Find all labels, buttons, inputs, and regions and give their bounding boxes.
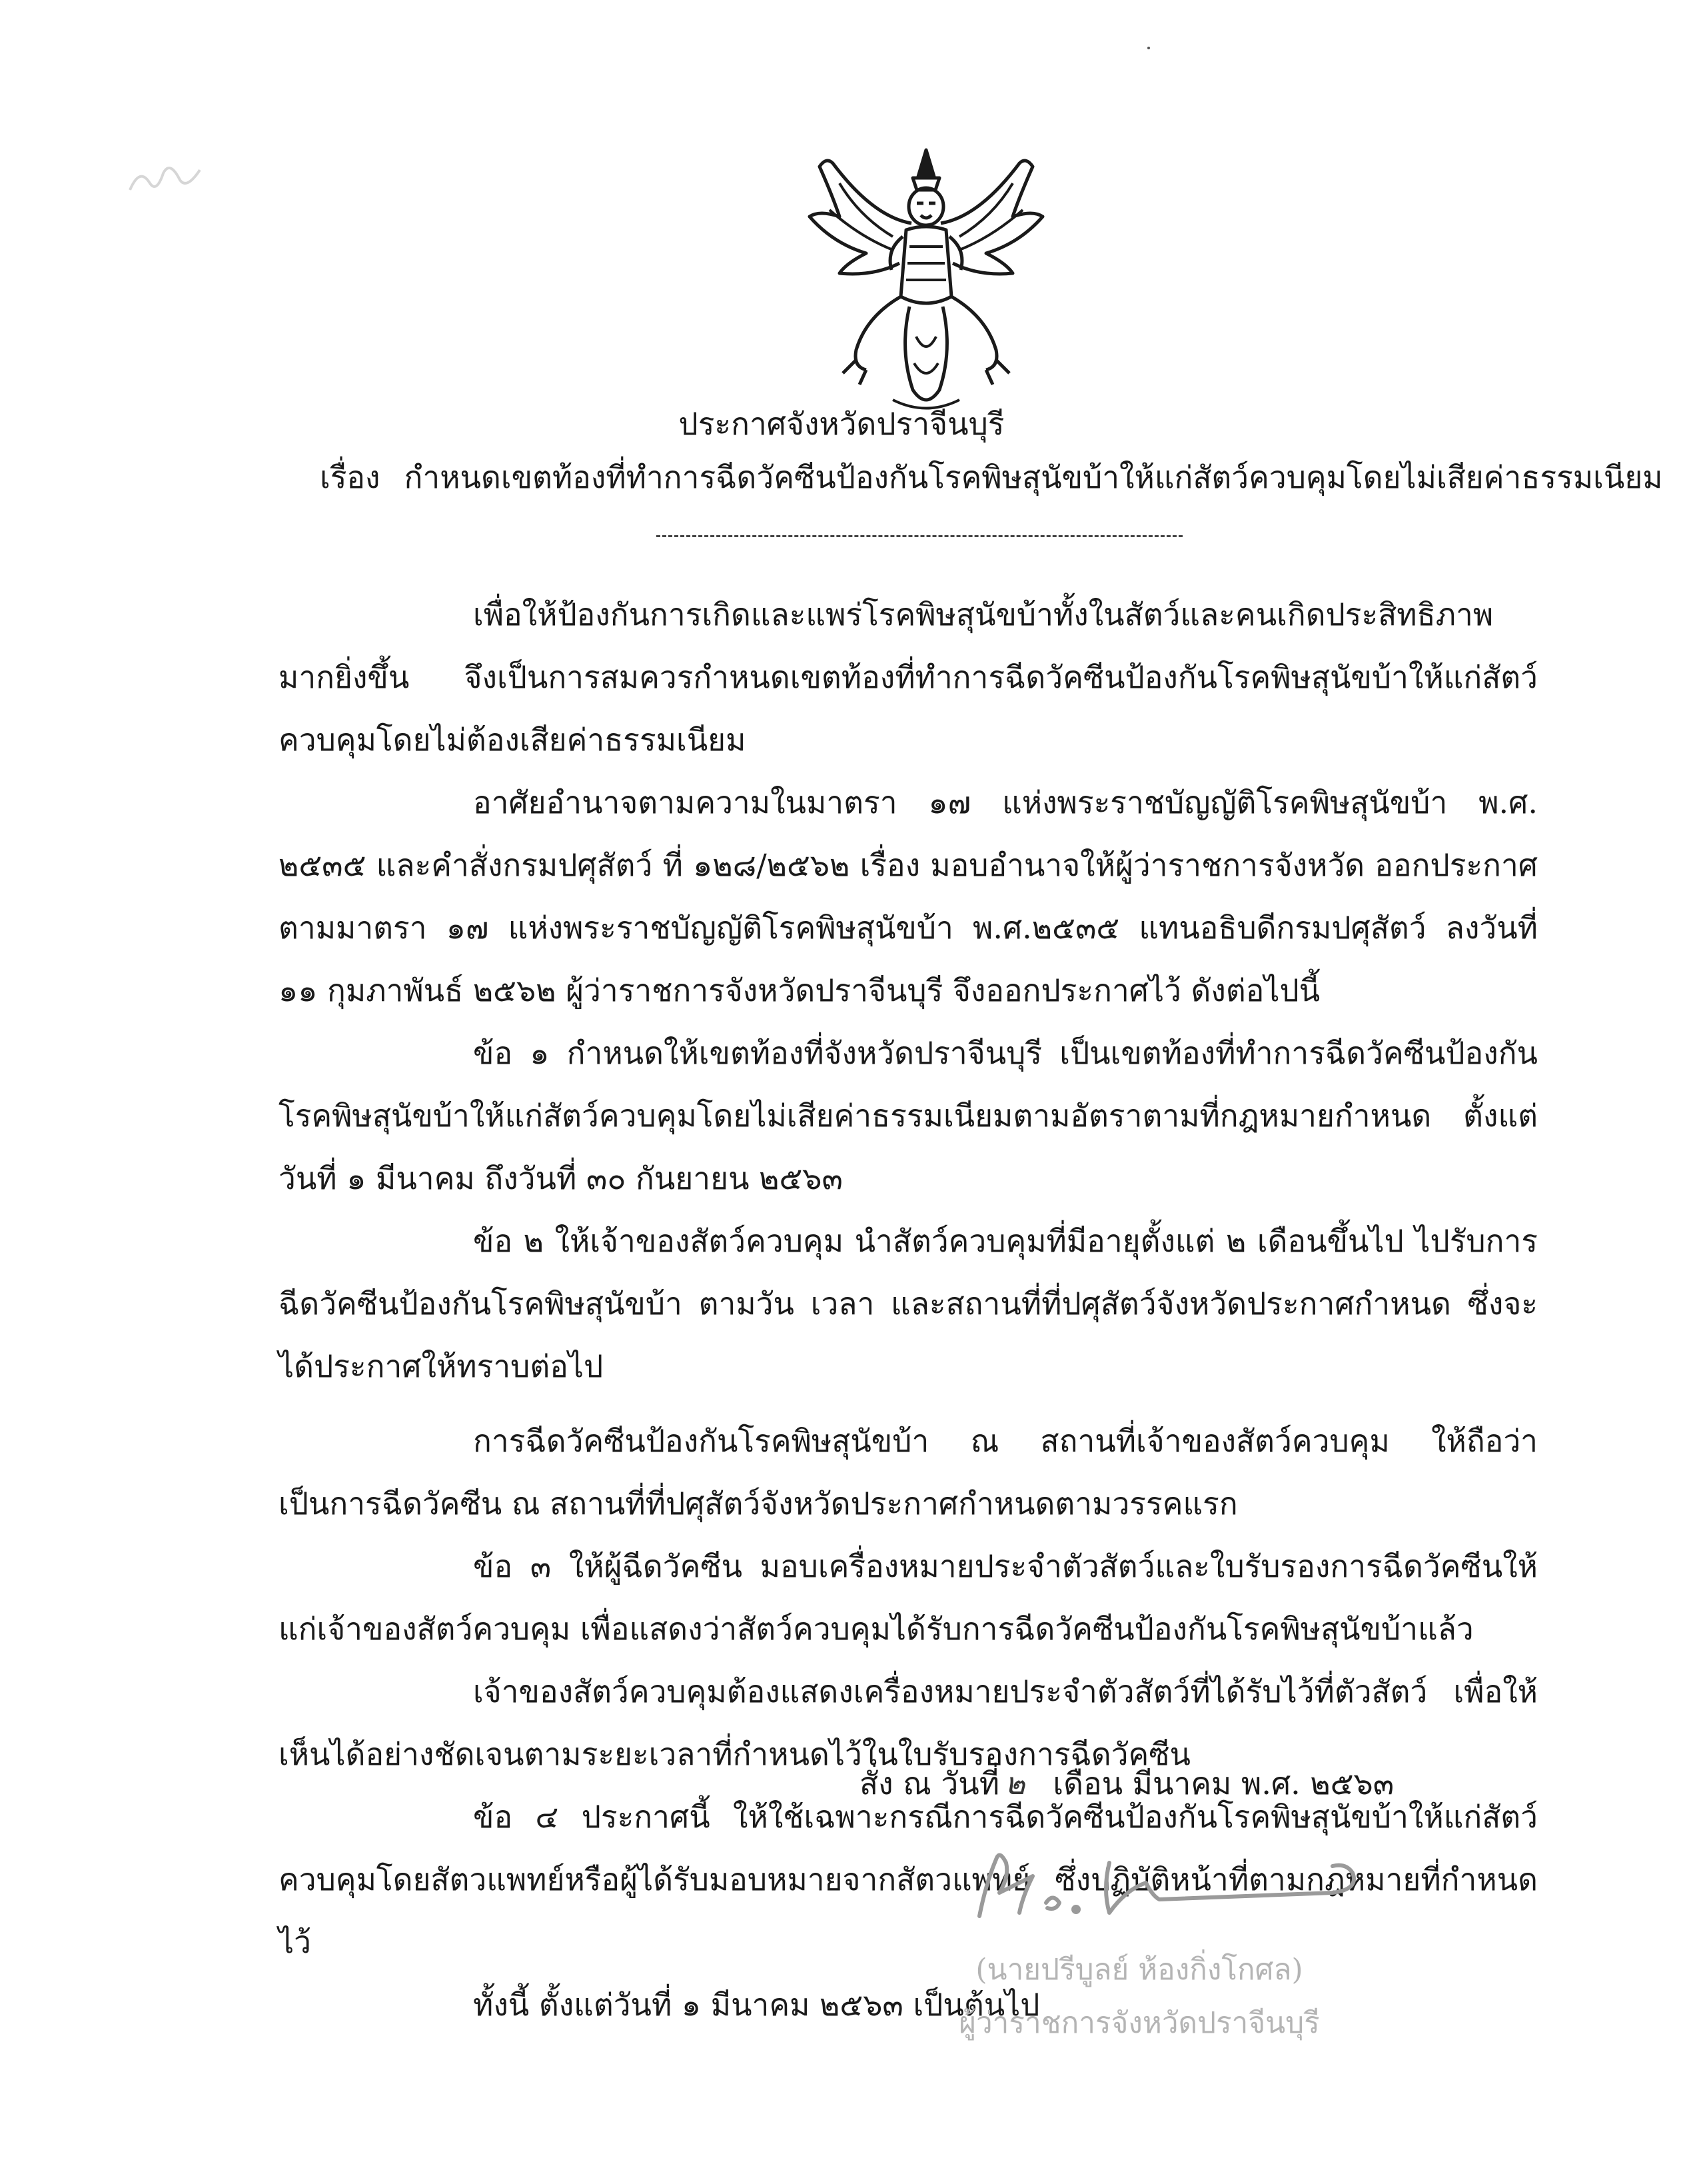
paragraph-authority: อาศัยอำนาจตามความในมาตรา ๑๗ แห่งพระราชบัญญัติโรคพิษสุนัขบ้า พ.ศ. ๒๕๓๕ และคำสั่งกรมปศุสัตว์ ที่ ๑๒๘/๒๕๖๒ เรื่อง มอบอำนาจให้ผู้ว่าราชการจังหวัด ออกประกาศตามมาตรา ๑๗ แห่งพระราชบัญญัติโรคพิษสุนัขบ้า พ.ศ.๒๕๓๕ แทนอธิบดีกรมปศุสัตว์ ลงวันที่ ๑๑ กุมภาพันธ์ ๒๕๖๒ ผู้ว่าราชการจังหวัดปราจีนบุรี จึงออกประกาศไว้ ดังต่อไปนี้ [279, 784, 1538, 1008]
announcement-title: ประกาศจังหวัดปราจีนบุรี [678, 406, 1005, 442]
announcement-subject [320, 453, 1663, 502]
subject-text: กำหนดเขตท้องที่ทำการฉีดวัคซีนป้องกันโรคพิษสุนัขบ้าให้แก่สัตว์ควบคุมโดยไม่เสียค่าธรรมเนียม [404, 459, 1663, 495]
handwritten-signature-icon [959, 1836, 1373, 1929]
signed-day: ๒ [1005, 1765, 1025, 1801]
faint-pencil-mark-icon [127, 153, 207, 200]
paragraph-clause-1: ข้อ ๑ กำหนดให้เขตท้องที่จังหวัดปราจีนบุรี เป็นเขตท้องที่ทำการฉีดวัคซีนป้องกันโรคพิษสุนัขบ้าให้แก่สัตว์ควบคุมโดยไม่เสียค่าธรรมเนียมตามอัตราตามที่กฎหมายกำหนด ตั้งแต่วันที่ ๑ มีนาคม ถึงวันที่ ๓๐ กันยายน ๒๕๖๓ [279, 1035, 1538, 1196]
paragraph-clause-3: ข้อ ๓ ให้ผู้ฉีดวัคซีน มอบเครื่องหมายประจำตัวสัตว์และใบรับรองการฉีดวัคซีนให้แก่เจ้าของสัตว์ควบคุม เพื่อแสดงว่าสัตว์ควบคุมได้รับการฉีดวัคซีนป้องกันโรคพิษสุนัขบ้าแล้ว [279, 1548, 1538, 1647]
signed-month-year: เดือน มีนาคม พ.ศ. ๒๕๖๓ [1053, 1765, 1395, 1801]
paragraph-preamble: เพื่อให้ป้องกันการเกิดและแพร่โรคพิษสุนัขบ้าทั้งในสัตว์และคนเกิดประสิทธิภาพมากยิ่งขึ้น จึงเป็นการสมควรกำหนดเขตท้องที่ทำการฉีดวัคซีนป้องกันโรคพิษสุนัขบ้าให้แก่สัตว์ควบคุมโดยไม่ต้องเสียค่าธรรมเนียม [279, 596, 1538, 758]
scan-speck [1147, 47, 1150, 49]
garuda-emblem-icon [793, 137, 1059, 423]
signed-date-line [859, 1759, 1394, 1808]
dashed-divider [656, 535, 1183, 537]
paragraph-effective: ทั้งนี้ ตั้งแต่วันที่ ๑ มีนาคม ๒๕๖๓ เป็นต้นไป [473, 1987, 1040, 2023]
signer-position: ผู้ว่าราชการจังหวัดปราจีนบุรี [959, 2006, 1320, 2040]
subject-label: เรื่อง [320, 459, 380, 495]
paragraph-clause-4: ข้อ ๔ ประกาศนี้ ให้ใช้เฉพาะกรณีการฉีดวัคซีนป้องกันโรคพิษสุนัขบ้าให้แก่สัตว์ควบคุมโดยสัตวแพทย์หรือผู้ได้รับมอบหมายจากสัตวแพทย์ ซึ่งปฏิบัติหน้าที่ตามกฎหมายที่กำหนดไว้ [279, 1799, 1538, 1960]
paragraph-clause-2: ข้อ ๒ ให้เจ้าของสัตว์ควบคุม นำสัตว์ควบคุมที่มีอายุตั้งแต่ ๒ เดือนขึ้นไป ไปรับการฉีดวัคซีนป้องกันโรคพิษสุนัขบ้า ตามวัน เวลา และสถานที่ที่ปศุสัตว์จังหวัดประกาศกำหนด ซึ่งจะได้ประกาศให้ทราบต่อไป [279, 1223, 1538, 1384]
signer-name: (นายปรีบูลย์ ห้องกิ่งโกศล) [975, 1953, 1303, 1987]
announcement-body [279, 583, 1538, 2036]
signed-prefix: สั่ง ณ วันที่ [859, 1765, 1000, 1801]
paragraph-clause-2-note: การฉีดวัคซีนป้องกันโรคพิษสุนัขบ้า ณ สถานที่เจ้าของสัตว์ควบคุม ให้ถือว่าเป็นการฉีดวัคซีน ณ สถานที่ที่ปศุสัตว์จังหวัดประกาศกำหนดตามวรรคแรก [279, 1423, 1538, 1522]
paragraph-clause-3-note: เจ้าของสัตว์ควบคุมต้องแสดงเครื่องหมายประจำตัวสัตว์ที่ได้รับไว้ที่ตัวสัตว์ เพื่อให้เห็นได้อย่างชัดเจนตามระยะเวลาที่กำหนดไว้ในใบรับรองการฉีดวัคซีน [279, 1673, 1538, 1772]
